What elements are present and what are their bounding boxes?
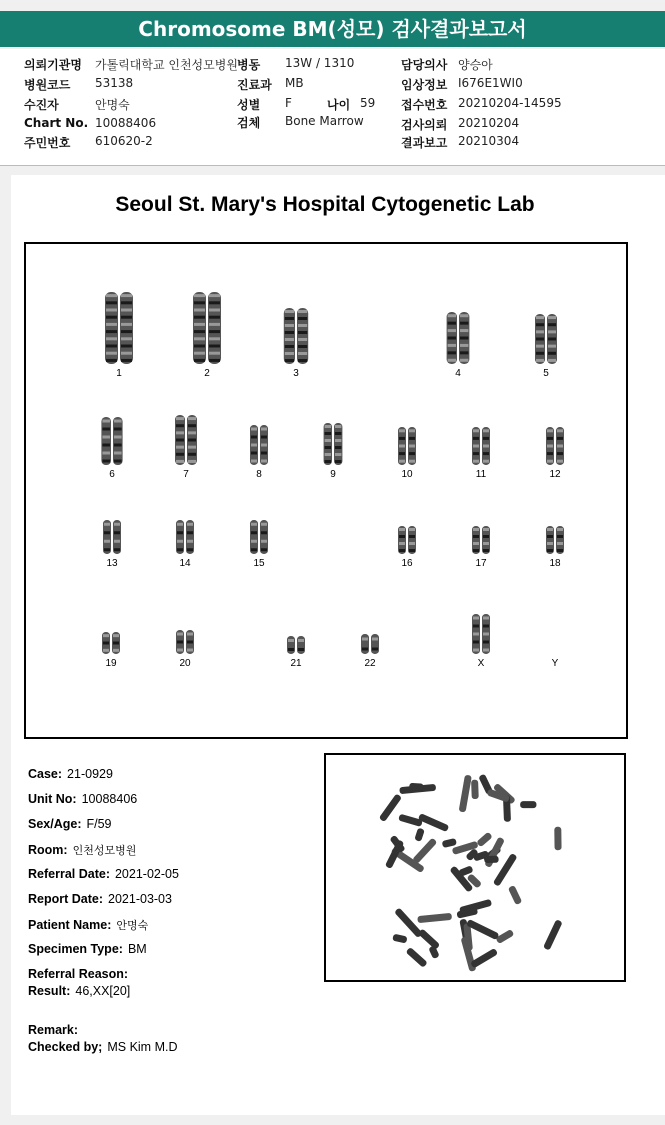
patient-name-row: Patient Name: 안명숙 (28, 918, 149, 932)
chromosome-pair-20 (176, 630, 194, 654)
chromosome-label-14: 14 (179, 558, 191, 569)
report-date-value: 20210304 (458, 134, 520, 148)
metaphase-chromosome (442, 838, 457, 848)
sexage-value: F/59 (86, 817, 112, 831)
chromosome-pair-16 (398, 526, 416, 554)
unit-row: Unit No: 10088406 (28, 792, 138, 806)
chromosome-pair-3 (284, 308, 308, 364)
unit-value: 10088406 (81, 792, 138, 806)
room-row: Room: 인천성모병원 (28, 843, 137, 857)
karyogram (24, 242, 628, 739)
metaphase-chromosome (414, 828, 425, 842)
chromosome-pair-21 (287, 636, 305, 654)
chromosome-label-6: 6 (109, 469, 115, 480)
institution-label: 의뢰기관명 (24, 58, 82, 72)
metaphase-chromosome (392, 934, 407, 944)
chromosome-pair-10 (398, 427, 416, 465)
chromosome-pair-8 (250, 425, 268, 465)
metaphase-chromosome (471, 780, 479, 800)
accession-label: 접수번호 (401, 98, 448, 112)
checked-row: Checked by; MS Kim M.D (28, 1040, 178, 1054)
chromosome-pair-1 (105, 292, 133, 364)
chromosome-pair-6 (101, 417, 122, 465)
chromosome-label-8: 8 (256, 469, 262, 480)
chromosome-label-10: 10 (401, 469, 413, 480)
sexage-row: Sex/Age: F/59 (28, 817, 112, 831)
specimen-type-value: BM (127, 942, 147, 956)
accession-value: 20210204-14595 (458, 96, 562, 110)
patient-name-value: 안명숙 (116, 920, 149, 932)
case-row: Case: 21-0929 (28, 767, 113, 781)
age-value: 59 (360, 96, 376, 110)
specimen-type-row: Specimen Type: BM (28, 942, 147, 956)
chromosome-pair-9 (324, 423, 343, 465)
chromosome-pair-18 (546, 526, 564, 554)
chromosome-pair-22 (361, 634, 379, 654)
chromosome-label-17: 17 (475, 558, 487, 569)
chromosome-label-19: 19 (105, 658, 117, 669)
chromosome-label-15: 15 (253, 558, 265, 569)
chromosome-pair-7 (175, 415, 197, 465)
metaphase-svg (326, 755, 624, 980)
room-value: 인천성모병원 (72, 845, 137, 857)
ward-label: 병동 (237, 58, 261, 72)
chromosome-label-9: 9 (330, 469, 336, 480)
metaphase-chromosome (417, 913, 452, 923)
metaphase-chromosome (459, 775, 472, 813)
cytogenetic-report (11, 175, 665, 1115)
checked-value: MS Kim M.D (107, 1040, 178, 1054)
resident-value: 610620-2 (95, 134, 153, 148)
metaphase-chromosome (543, 919, 563, 950)
chromosome-pair-17 (472, 526, 490, 554)
chromosome-label-13: 13 (106, 558, 118, 569)
hospital-code-value: 53138 (95, 76, 134, 90)
chromosome-label-4: 4 (455, 368, 461, 379)
clinical-label: 임상정보 (401, 78, 448, 92)
sex-value: F (285, 96, 292, 110)
karyogram-image (26, 244, 626, 737)
chart-label: Chart No. (24, 116, 89, 130)
result-row: Result: 46,XX[20] (28, 984, 131, 998)
chromosome-pair-19 (102, 632, 120, 654)
lab-title: Seoul St. Mary's Hospital Cytogenetic Lab (115, 193, 535, 216)
patient-label: 수진자 (24, 98, 59, 112)
report-date-value: 2021-03-03 (108, 892, 172, 906)
metaphase-spread-image (324, 753, 626, 982)
metaphase-chromosome (470, 948, 498, 969)
chromosome-label-16: 16 (401, 558, 413, 569)
resident-label: 주민번호 (24, 136, 71, 150)
hospital-code-label: 병원코드 (24, 78, 71, 92)
doctor-value: 양승아 (458, 58, 493, 72)
chromosome-label-X: X (477, 658, 485, 669)
metaphase-chromosome (508, 885, 522, 905)
report-date-row: Report Date: 2021-03-03 (28, 892, 172, 906)
metaphase-chromosome (394, 907, 423, 938)
chromosome-label-2: 2 (204, 368, 210, 379)
metaphase-chromosome (428, 945, 440, 959)
patient-info-panel (0, 49, 665, 166)
clinical-value: I676E1WI0 (458, 76, 523, 90)
referral-date-value: 2021-02-05 (114, 867, 179, 881)
chromosome-label-Y: Y (551, 658, 559, 669)
metaphase-chromosome (554, 827, 561, 850)
chromosome-pair-5 (535, 314, 557, 364)
chromosome-label-5: 5 (543, 368, 549, 379)
specimen-value: Bone Marrow (285, 114, 364, 128)
chromosome-label-18: 18 (549, 558, 561, 569)
chromosome-pair-2 (193, 292, 221, 364)
result-value: 46,XX[20] (75, 984, 131, 998)
sex-label: 성별 (237, 98, 261, 112)
chromosome-pair-14 (176, 520, 194, 554)
chromosome-label-1: 1 (116, 368, 122, 379)
case-value: 21-0929 (67, 767, 113, 781)
specimen-label: 검체 (237, 116, 261, 130)
chromosome-pair-13 (103, 520, 121, 554)
chromosome-pair-12 (546, 427, 564, 465)
request-value: 20210204 (458, 116, 520, 130)
remark-row: Remark: (28, 1023, 79, 1037)
referral-date-row: Referral Date: 2021-02-05 (28, 867, 179, 881)
chromosome-label-20: 20 (179, 658, 191, 669)
chromosome-label-7: 7 (183, 469, 189, 480)
report-title: Chromosome BM(성모) 검사결과보고서 (0, 11, 665, 47)
metaphase-chromosome (495, 929, 514, 944)
metaphase-chromosome (406, 947, 428, 968)
chromosome-label-12: 12 (549, 469, 561, 480)
dept-value: MB (285, 76, 304, 90)
metaphase-chromosome (409, 783, 424, 791)
chromosome-pair-15 (250, 520, 268, 554)
age-label: 나이 (327, 98, 351, 112)
patient-value: 안명숙 (95, 98, 130, 112)
institution-value: 가톨릭대학교 인천성모병원 (95, 58, 238, 72)
chromosome-pair-4 (447, 312, 470, 364)
metaphase-chromosome (520, 801, 536, 808)
chromosome-label-11: 11 (475, 469, 487, 480)
chromosome-label-22: 22 (364, 658, 376, 669)
chart-value: 10088406 (95, 116, 157, 130)
doctor-label: 담당의사 (401, 58, 448, 72)
ward-value: 13W / 1310 (285, 56, 355, 70)
dept-label: 진료과 (237, 78, 272, 92)
chromosome-pair-X (472, 614, 490, 654)
report-date-label: 결과보고 (401, 136, 448, 150)
referral-reason-row: Referral Reason: (28, 967, 129, 981)
chromosome-label-21: 21 (290, 658, 302, 669)
metaphase-chromosome (398, 814, 423, 827)
request-label: 검사의뢰 (401, 118, 448, 132)
chromosome-label-3: 3 (293, 368, 299, 379)
chromosome-pair-11 (472, 427, 490, 465)
metaphase-chromosome (476, 832, 493, 848)
metaphase-chromosome (412, 838, 437, 865)
metaphase-chromosome (379, 793, 402, 822)
